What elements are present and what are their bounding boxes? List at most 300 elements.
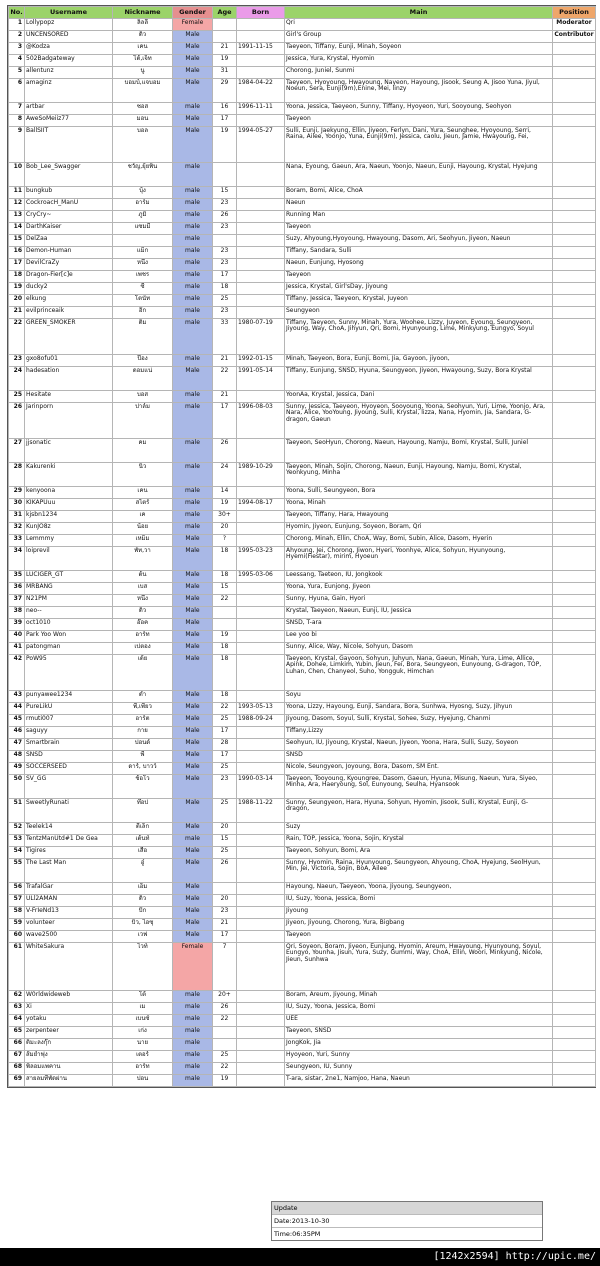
table-row bbox=[9, 211, 596, 223]
gender-cell: male bbox=[173, 307, 213, 319]
main-cell: Tiffany, Jessica, Taeyeon, Krystal, Juyeon bbox=[285, 295, 553, 307]
row-number: 54 bbox=[9, 847, 25, 859]
nickname-cell: สไตร์ bbox=[113, 499, 173, 511]
nickname-cell: ปอนด์ bbox=[113, 739, 173, 751]
position-cell bbox=[553, 835, 596, 847]
username-cell: Xi bbox=[25, 1003, 113, 1015]
nickname-cell: บอล bbox=[113, 127, 173, 163]
update-title: Update bbox=[272, 1202, 542, 1215]
main-cell: Taeyeon bbox=[285, 223, 553, 235]
username-cell: Kakurenki bbox=[25, 463, 113, 487]
born-cell: 1991-05-14 bbox=[237, 367, 285, 391]
row-number: 28 bbox=[9, 463, 25, 487]
username-cell: V-FrIeNd13 bbox=[25, 907, 113, 919]
username-cell: AweSoMeiiz77 bbox=[25, 115, 113, 127]
born-cell bbox=[237, 391, 285, 403]
main-cell: Qri, Soyeon, Boram, Jiyeon, Eunjung, Hyomin, Areum, Hwayoung, Hyunyoung, Soyul, Eungyo, Younha, Jisun, Yura, Suzy, Gummi, Way, ChoA, Ellin, Woori, Minkyung, Nicole, Jieun, Sunhwa bbox=[285, 943, 553, 991]
nickname-cell: ดำ bbox=[113, 691, 173, 703]
table-row bbox=[9, 367, 596, 391]
table-row bbox=[9, 1051, 596, 1063]
table-row bbox=[9, 799, 596, 823]
born-cell bbox=[237, 595, 285, 607]
header-age: Age bbox=[213, 7, 237, 19]
table-row bbox=[9, 439, 596, 463]
table-row bbox=[9, 739, 596, 751]
row-number: 27 bbox=[9, 439, 25, 463]
table-row bbox=[9, 859, 596, 883]
row-number: 19 bbox=[9, 283, 25, 295]
table-row bbox=[9, 895, 596, 907]
nickname-cell: ตี้เล็ก bbox=[113, 823, 173, 835]
position-cell bbox=[553, 1015, 596, 1027]
position-cell bbox=[553, 895, 596, 907]
username-cell: kenyoona bbox=[25, 487, 113, 499]
age-cell: 18 bbox=[213, 283, 237, 295]
row-number: 24 bbox=[9, 367, 25, 391]
born-cell bbox=[237, 1051, 285, 1063]
header-nickname: Nickname bbox=[113, 7, 173, 19]
age-cell: 23 bbox=[213, 907, 237, 919]
position-cell bbox=[553, 103, 596, 115]
position-cell bbox=[553, 403, 596, 439]
row-number: 39 bbox=[9, 619, 25, 631]
main-cell: YoonAa, Krystal, Jessica, Dani bbox=[285, 391, 553, 403]
age-cell: 18 bbox=[213, 655, 237, 691]
age-cell: 17 bbox=[213, 931, 237, 943]
row-number: 37 bbox=[9, 595, 25, 607]
table-row bbox=[9, 79, 596, 103]
main-cell: Chorong, Minah, Ellin, ChoA, Way, Bomi, Subin, Alice, Dasom, Hyerin bbox=[285, 535, 553, 547]
born-cell bbox=[237, 247, 285, 259]
position-cell: Moderator bbox=[553, 19, 596, 31]
row-number: 65 bbox=[9, 1027, 25, 1039]
position-cell bbox=[553, 655, 596, 691]
main-cell: Ahyoung, Jei, Chorong, Jiwon, Hyeri, Yoonhye, Alice, Sohyun, Hyunyoung, Hyemi(Fiestar), mirim, Hyoeun bbox=[285, 547, 553, 571]
row-number: 46 bbox=[9, 727, 25, 739]
gender-cell: Male bbox=[173, 715, 213, 727]
main-cell: IU, Suzy, Yoona, Jessica, Bomi bbox=[285, 1003, 553, 1015]
main-cell: Sunny, Seungyeon, Hara, Hyuna, Sohyun, Hyomin, Jisook, Sulli, Krystal, Eunji, G-dragon, bbox=[285, 799, 553, 823]
born-cell bbox=[237, 835, 285, 847]
gender-cell: male bbox=[173, 1063, 213, 1075]
born-cell bbox=[237, 619, 285, 631]
row-number: 11 bbox=[9, 187, 25, 199]
row-number: 17 bbox=[9, 259, 25, 271]
position-cell bbox=[553, 295, 596, 307]
nickname-cell: ดิว bbox=[113, 895, 173, 907]
born-cell bbox=[237, 607, 285, 619]
position-cell bbox=[553, 1027, 596, 1039]
nickname-cell: เด้ย bbox=[113, 655, 173, 691]
born-cell: 1988-09-24 bbox=[237, 715, 285, 727]
row-number: 18 bbox=[9, 271, 25, 283]
username-cell: elkung bbox=[25, 295, 113, 307]
position-cell bbox=[553, 799, 596, 823]
age-cell: 19 bbox=[213, 499, 237, 511]
born-cell bbox=[237, 163, 285, 187]
born-cell bbox=[237, 307, 285, 319]
born-cell bbox=[237, 883, 285, 895]
gender-cell: male bbox=[173, 319, 213, 355]
born-cell bbox=[237, 511, 285, 523]
position-cell bbox=[553, 523, 596, 535]
born-cell: 1994-05-27 bbox=[237, 127, 285, 163]
row-number: 67 bbox=[9, 1051, 25, 1063]
nickname-cell: เพชร bbox=[113, 271, 173, 283]
row-number: 60 bbox=[9, 931, 25, 943]
born-cell bbox=[237, 235, 285, 247]
main-cell: Girl's Group bbox=[285, 31, 553, 43]
gender-cell: male bbox=[173, 523, 213, 535]
position-cell bbox=[553, 595, 596, 607]
username-cell: neo-- bbox=[25, 607, 113, 619]
position-cell bbox=[553, 127, 596, 163]
nickname-cell: ปาล์ม bbox=[113, 403, 173, 439]
nickname-cell: เม bbox=[113, 1003, 173, 1015]
gender-cell: male bbox=[173, 235, 213, 247]
row-number: 57 bbox=[9, 895, 25, 907]
nickname-cell: เคน bbox=[113, 43, 173, 55]
table-row bbox=[9, 1075, 596, 1087]
table-row bbox=[9, 163, 596, 187]
born-cell bbox=[237, 19, 285, 31]
table-row bbox=[9, 847, 596, 859]
position-cell bbox=[553, 211, 596, 223]
position-cell bbox=[553, 115, 596, 127]
row-number: 53 bbox=[9, 835, 25, 847]
nickname-cell: ไวท์ bbox=[113, 943, 173, 991]
born-cell bbox=[237, 895, 285, 907]
username-cell: KunJO8z bbox=[25, 523, 113, 535]
main-cell: Taeyeon, Tiffany, Hara, Hwayoung bbox=[285, 511, 553, 523]
nickname-cell: ปอน bbox=[113, 1075, 173, 1087]
gender-cell: Male bbox=[173, 67, 213, 79]
position-cell bbox=[553, 727, 596, 739]
username-cell: Park Yoo Won bbox=[25, 631, 113, 643]
age-cell: 33 bbox=[213, 319, 237, 355]
born-cell bbox=[237, 187, 285, 199]
table-row bbox=[9, 355, 596, 367]
username-cell: KIKAPUuu bbox=[25, 499, 113, 511]
age-cell: 23 bbox=[213, 259, 237, 271]
position-cell bbox=[553, 283, 596, 295]
position-cell bbox=[553, 1003, 596, 1015]
table-row bbox=[9, 187, 596, 199]
main-cell: Suzy bbox=[285, 823, 553, 835]
position-cell bbox=[553, 55, 596, 67]
row-number: 20 bbox=[9, 295, 25, 307]
age-cell: 21 bbox=[213, 919, 237, 931]
table-row bbox=[9, 199, 596, 211]
main-cell: Seungyeon bbox=[285, 307, 553, 319]
main-cell: JongKok, Jia bbox=[285, 1039, 553, 1051]
table-row bbox=[9, 703, 596, 715]
gender-cell: male bbox=[173, 439, 213, 463]
username-cell: พิลอมแพคาน bbox=[25, 1063, 113, 1075]
main-cell: Jiyeon, Jiyoung, Chorong, Yura, Bigbang bbox=[285, 919, 553, 931]
born-cell bbox=[237, 523, 285, 535]
row-number: 6 bbox=[9, 79, 25, 103]
update-time: Time:06:35PM bbox=[274, 1230, 321, 1238]
position-cell bbox=[553, 487, 596, 499]
main-cell: Hyoyeon, Yuri, Sunny bbox=[285, 1051, 553, 1063]
nickname-cell: ดิว bbox=[113, 607, 173, 619]
gender-cell: male bbox=[173, 835, 213, 847]
position-cell bbox=[553, 703, 596, 715]
row-number: 21 bbox=[9, 307, 25, 319]
gender-cell: Male bbox=[173, 847, 213, 859]
row-number: 50 bbox=[9, 775, 25, 799]
age-cell: 15 bbox=[213, 835, 237, 847]
row-number: 42 bbox=[9, 655, 25, 691]
main-cell: Tiffany,Lizzy bbox=[285, 727, 553, 739]
gender-cell: Male bbox=[173, 883, 213, 895]
main-cell: Seungyeon, IU, Sunny bbox=[285, 1063, 553, 1075]
row-number: 69 bbox=[9, 1075, 25, 1087]
nickname-cell: พี,เพียว bbox=[113, 703, 173, 715]
nickname-cell: บิ๊ก bbox=[113, 907, 173, 919]
username-cell: oct1010 bbox=[25, 619, 113, 631]
table-row bbox=[9, 295, 596, 307]
nickname-cell: นิว bbox=[113, 463, 173, 487]
table-row bbox=[9, 499, 596, 511]
gender-cell: male bbox=[173, 487, 213, 499]
row-number: 35 bbox=[9, 571, 25, 583]
nickname-cell: โต้ bbox=[113, 991, 173, 1003]
table-row bbox=[9, 751, 596, 763]
row-number: 66 bbox=[9, 1039, 25, 1051]
main-cell: SNSD bbox=[285, 751, 553, 763]
gender-cell: male bbox=[173, 1027, 213, 1039]
main-cell: Minah, Taeyeon, Bora, Eunji, Bomi, Jia, Gayoon, jiyoon, bbox=[285, 355, 553, 367]
member-table-container bbox=[7, 5, 596, 1088]
row-number: 22 bbox=[9, 319, 25, 355]
main-cell: Yoona, Lizzy, Hayoung, Eunji, Sandara, Bora, Sunhwa, Hyosng, Suzy, Jihyun bbox=[285, 703, 553, 715]
age-cell: 15 bbox=[213, 187, 237, 199]
username-cell: ติมะลงกุ๊ก bbox=[25, 1039, 113, 1051]
position-cell bbox=[553, 1063, 596, 1075]
nickname-cell: เอ็ม bbox=[113, 883, 173, 895]
main-cell: Tiffany, Sandara, Sulli bbox=[285, 247, 553, 259]
table-row bbox=[9, 55, 596, 67]
row-number: 4 bbox=[9, 55, 25, 67]
gender-cell: Male bbox=[173, 919, 213, 931]
table-row bbox=[9, 523, 596, 535]
username-cell: ducky2 bbox=[25, 283, 113, 295]
gender-cell: male bbox=[173, 403, 213, 439]
gender-cell: Male bbox=[173, 727, 213, 739]
username-cell: rmuti007 bbox=[25, 715, 113, 727]
age-cell: 23 bbox=[213, 307, 237, 319]
position-cell bbox=[553, 715, 596, 727]
position-cell bbox=[553, 439, 596, 463]
username-cell: Dragon-Fier[c]e bbox=[25, 271, 113, 283]
nickname-cell: เสือ bbox=[113, 847, 173, 859]
age-cell: 26 bbox=[213, 859, 237, 883]
row-number: 10 bbox=[9, 163, 25, 187]
gender-cell: male bbox=[173, 1003, 213, 1015]
born-cell bbox=[237, 847, 285, 859]
age-cell: 22 bbox=[213, 703, 237, 715]
born-cell bbox=[237, 631, 285, 643]
born-cell: 1992-01-15 bbox=[237, 355, 285, 367]
born-cell: 1991-11-15 bbox=[237, 43, 285, 55]
born-cell bbox=[237, 115, 285, 127]
table-row bbox=[9, 919, 596, 931]
row-number: 40 bbox=[9, 631, 25, 643]
table-row bbox=[9, 259, 596, 271]
nickname-cell: เตอร์ bbox=[113, 1051, 173, 1063]
gender-cell: male bbox=[173, 1051, 213, 1063]
row-number: 56 bbox=[9, 883, 25, 895]
position-cell bbox=[553, 319, 596, 355]
row-number: 25 bbox=[9, 391, 25, 403]
gender-cell: Male bbox=[173, 643, 213, 655]
main-cell: Taeyeon, Tooyoung, Kyoungree, Dasom, Gaeun, Hyuna, Misung, Naeun, Yura, Siyeo, Minha, Ara, Haeryoung, Sol, Eunyoung, Seulha, Hyansook bbox=[285, 775, 553, 799]
main-cell: Chorong, Juniel, Sunmi bbox=[285, 67, 553, 79]
row-number: 9 bbox=[9, 127, 25, 163]
born-cell bbox=[237, 199, 285, 211]
gender-cell: Male bbox=[173, 571, 213, 583]
nickname-cell: กาย bbox=[113, 727, 173, 739]
username-cell: jjsonatic bbox=[25, 439, 113, 463]
gender-cell: Male bbox=[173, 607, 213, 619]
gender-cell: Female bbox=[173, 19, 213, 31]
main-cell: Jessica, Krystal, Girl'sDay, Jiyoung bbox=[285, 283, 553, 295]
row-number: 47 bbox=[9, 739, 25, 751]
username-cell: Hesitate bbox=[25, 391, 113, 403]
nickname-cell: หนึ่ง bbox=[113, 259, 173, 271]
position-cell bbox=[553, 883, 596, 895]
main-cell: Jiyoung bbox=[285, 907, 553, 919]
gender-cell: male bbox=[173, 295, 213, 307]
row-number: 48 bbox=[9, 751, 25, 763]
age-cell: 21 bbox=[213, 43, 237, 55]
main-cell: Yoona, Minah bbox=[285, 499, 553, 511]
username-cell: CryCry~ bbox=[25, 211, 113, 223]
age-cell bbox=[213, 31, 237, 43]
nickname-cell: บอมบ์,แจบอม bbox=[113, 79, 173, 103]
username-cell: DarthKaiser bbox=[25, 223, 113, 235]
main-cell: Boram, Areum, Jiyoung, Minah bbox=[285, 991, 553, 1003]
main-cell: Taeyeon, SNSD bbox=[285, 1027, 553, 1039]
row-number: 16 bbox=[9, 247, 25, 259]
row-number: 61 bbox=[9, 943, 25, 991]
main-cell: Hyomin, Jiyeon, Eunjung, Soyeon, Boram, Qri bbox=[285, 523, 553, 535]
age-cell: 19 bbox=[213, 127, 237, 163]
header-no: No. bbox=[9, 7, 25, 19]
main-cell: Jessica, Yura, Krystal, Hyomin bbox=[285, 55, 553, 67]
born-cell: 1996-08-03 bbox=[237, 403, 285, 439]
username-cell: CockroacH_ManU bbox=[25, 199, 113, 211]
table-row bbox=[9, 67, 596, 79]
table-row bbox=[9, 883, 596, 895]
born-cell bbox=[237, 691, 285, 703]
main-cell: Lee yoo bi bbox=[285, 631, 553, 643]
gender-cell: male bbox=[173, 259, 213, 271]
age-cell bbox=[213, 235, 237, 247]
table-row bbox=[9, 235, 596, 247]
table-row bbox=[9, 1063, 596, 1075]
main-cell: Sulli, Eunji, Jaekyung, Ellin, Jiyeon, Ferlyn, Dani, Yura, Seunghee, Hyoyoung, Serri, Raina, Ailee, Yoonjo, Yuna, Eunji(9m), Jessica, caolu, Jieun, Jamie, Hwayoung, Fei, bbox=[285, 127, 553, 163]
gender-cell: Male bbox=[173, 703, 213, 715]
position-cell bbox=[553, 583, 596, 595]
gender-cell: Male bbox=[173, 775, 213, 799]
table-row bbox=[9, 547, 596, 571]
row-number: 23 bbox=[9, 355, 25, 367]
born-cell: 1993-05-13 bbox=[237, 703, 285, 715]
username-cell: SV_GG bbox=[25, 775, 113, 799]
row-number: 30 bbox=[9, 499, 25, 511]
table-row bbox=[9, 307, 596, 319]
row-number: 7 bbox=[9, 103, 25, 115]
gender-cell: male bbox=[173, 247, 213, 259]
main-cell: Tiffany, Eunjung, SNSD, Hyuna, Seungyeon, Jiyeon, Hwayoung, Suzy, Bora Krystal bbox=[285, 367, 553, 391]
main-cell: Taeyeon bbox=[285, 931, 553, 943]
age-cell: 19 bbox=[213, 55, 237, 67]
username-cell: GREEN_SMOKER bbox=[25, 319, 113, 355]
table-row bbox=[9, 991, 596, 1003]
username-cell: TentzManUtd#1 De Gea bbox=[25, 835, 113, 847]
age-cell: 14 bbox=[213, 487, 237, 499]
position-cell bbox=[553, 751, 596, 763]
username-cell: Lollypopz bbox=[25, 19, 113, 31]
table-row bbox=[9, 775, 596, 799]
gender-cell: Male bbox=[173, 115, 213, 127]
nickname-cell: ลิลลี่ bbox=[113, 19, 173, 31]
position-cell bbox=[553, 607, 596, 619]
gender-cell: male bbox=[173, 103, 213, 115]
username-cell: punyawee1234 bbox=[25, 691, 113, 703]
row-number: 36 bbox=[9, 583, 25, 595]
main-cell: Sunny, Hyuna, Gain, Hyori bbox=[285, 595, 553, 607]
nickname-cell: ซอส bbox=[113, 103, 173, 115]
row-number: 43 bbox=[9, 691, 25, 703]
gender-cell: Male bbox=[173, 43, 213, 55]
username-cell: 502Badgateway bbox=[25, 55, 113, 67]
row-number: 68 bbox=[9, 1063, 25, 1075]
row-number: 49 bbox=[9, 763, 25, 775]
username-cell: Demon-Human bbox=[25, 247, 113, 259]
table-row bbox=[9, 571, 596, 583]
username-cell: gxo8ofu01 bbox=[25, 355, 113, 367]
age-cell: 15 bbox=[213, 583, 237, 595]
table-row bbox=[9, 691, 596, 703]
age-cell: 23 bbox=[213, 247, 237, 259]
born-cell bbox=[237, 751, 285, 763]
position-cell bbox=[553, 571, 596, 583]
gender-cell: Male bbox=[173, 547, 213, 571]
table-row bbox=[9, 631, 596, 643]
position-cell bbox=[553, 67, 596, 79]
age-cell: 16 bbox=[213, 103, 237, 115]
position-cell bbox=[553, 823, 596, 835]
main-cell: Taeyeon, Sohyun, Bomi, Ara bbox=[285, 847, 553, 859]
gender-cell: Male bbox=[173, 739, 213, 751]
born-cell bbox=[237, 1015, 285, 1027]
gender-cell: male bbox=[173, 355, 213, 367]
age-cell: 7 bbox=[213, 943, 237, 991]
position-cell bbox=[553, 991, 596, 1003]
nickname-cell: ช้อโว bbox=[113, 775, 173, 799]
main-cell: Yoona, Sulli, Seungyeon, Bora bbox=[285, 487, 553, 499]
main-cell: Taeyeon, Hyoyoung, Hwayoung, Nayeon, Hayoung, Jisook, Seung A, Jisoo Yuna, Jiyul, Noeun, Sera, Eunji(9m),Enine, Mei, linzy bbox=[285, 79, 553, 103]
username-cell: SweetlyRunati bbox=[25, 799, 113, 823]
position-cell bbox=[553, 307, 596, 319]
main-cell: Taeyeon, Tiffany, Eunji, Minah, Soyeon bbox=[285, 43, 553, 55]
main-cell: Tiffany, Taeyeon, Sunny, Minah, Yura, Woohee, Lizzy, Juyeon, Eyoung, Seungyeon, Jiyoung, Way, ChoA, Jihyun, Qri, Bomi, Hyunyoung, Lime, Minkyung, Eungyo, Soyul bbox=[285, 319, 553, 355]
table-row bbox=[9, 319, 596, 355]
